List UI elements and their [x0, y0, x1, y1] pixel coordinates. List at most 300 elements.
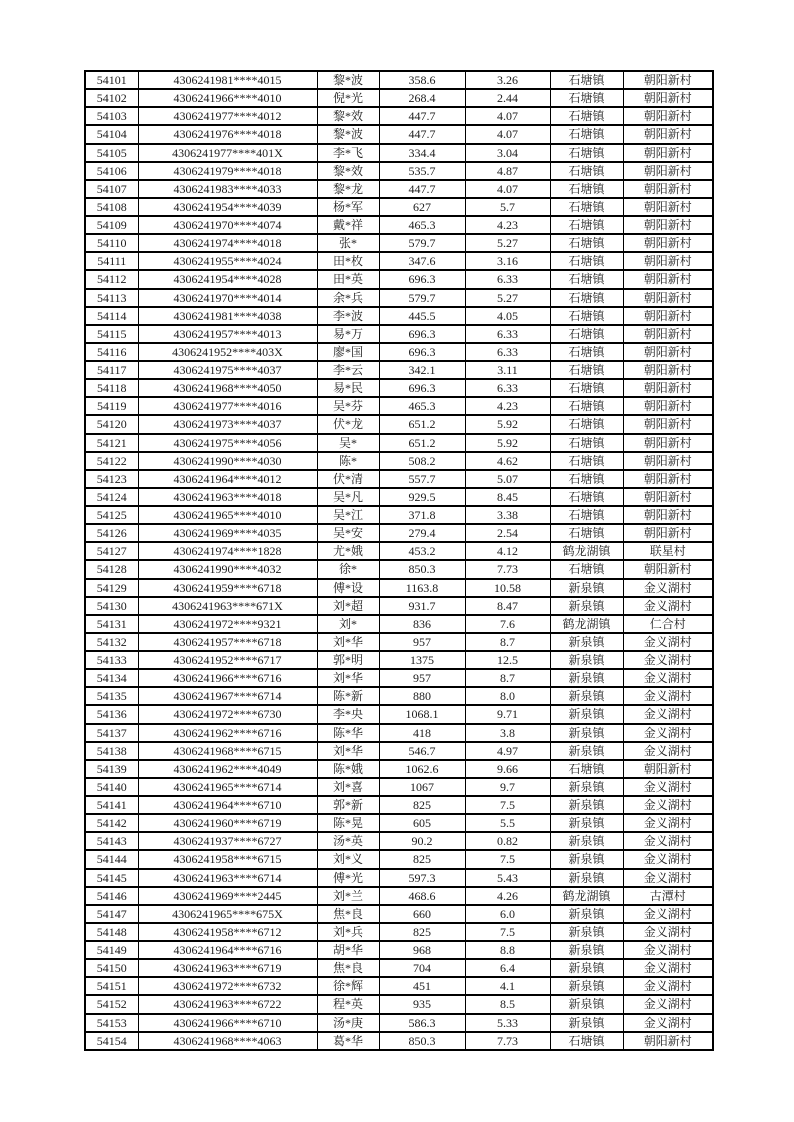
town-cell: 石塘镇: [550, 180, 623, 198]
amount-cell: 546.7: [379, 742, 465, 760]
id-number-cell: 4306241968****4063: [138, 1032, 317, 1050]
town-cell: 新泉镇: [550, 651, 623, 669]
village-cell: 朝阳新村: [623, 361, 713, 379]
area-cell: 3.26: [465, 71, 550, 89]
id-number-cell: 4306241966****6710: [138, 1014, 317, 1032]
name-cell: 汤*英: [317, 832, 379, 850]
name-cell: 刘*华: [317, 742, 379, 760]
area-cell: 5.27: [465, 234, 550, 252]
amount-cell: 342.1: [379, 361, 465, 379]
town-cell: 新泉镇: [550, 705, 623, 723]
village-cell: 朝阳新村: [623, 216, 713, 234]
area-cell: 8.8: [465, 941, 550, 959]
serial-cell: 54141: [85, 796, 138, 814]
town-cell: 石塘镇: [550, 325, 623, 343]
serial-cell: 54140: [85, 778, 138, 796]
name-cell: 廖*国: [317, 343, 379, 361]
table-row: [85, 778, 713, 796]
town-cell: 新泉镇: [550, 977, 623, 995]
id-number-cell: 4306241937****6727: [138, 832, 317, 850]
town-cell: 鹤龙湖镇: [550, 542, 623, 560]
town-cell: 石塘镇: [550, 379, 623, 397]
area-cell: 7.5: [465, 796, 550, 814]
name-cell: 傅*设: [317, 579, 379, 597]
area-cell: 6.33: [465, 270, 550, 288]
serial-cell: 54114: [85, 307, 138, 325]
name-cell: 黎*龙: [317, 180, 379, 198]
amount-cell: 334.4: [379, 144, 465, 162]
town-cell: 石塘镇: [550, 760, 623, 778]
table-row: [85, 1014, 713, 1032]
area-cell: 5.33: [465, 1014, 550, 1032]
name-cell: 刘*华: [317, 633, 379, 651]
id-number-cell: 4306241973****4037: [138, 415, 317, 433]
town-cell: 石塘镇: [550, 71, 623, 89]
serial-cell: 54125: [85, 506, 138, 524]
name-cell: 杨*军: [317, 198, 379, 216]
town-cell: 新泉镇: [550, 923, 623, 941]
table-row: [85, 144, 713, 162]
area-cell: 4.87: [465, 162, 550, 180]
town-cell: 石塘镇: [550, 125, 623, 143]
town-cell: 石塘镇: [550, 107, 623, 125]
table-row: [85, 832, 713, 850]
id-number-cell: 4306241964****6710: [138, 796, 317, 814]
table-row: [85, 542, 713, 560]
amount-cell: 651.2: [379, 415, 465, 433]
amount-cell: 1375: [379, 651, 465, 669]
area-cell: 4.05: [465, 307, 550, 325]
area-cell: 4.97: [465, 742, 550, 760]
village-cell: 金义湖村: [623, 869, 713, 887]
village-cell: 朝阳新村: [623, 434, 713, 452]
name-cell: 焦*良: [317, 905, 379, 923]
name-cell: 吴*江: [317, 506, 379, 524]
amount-cell: 957: [379, 633, 465, 651]
table-row: [85, 162, 713, 180]
id-number-cell: 4306241962****6716: [138, 724, 317, 742]
amount-cell: 850.3: [379, 1032, 465, 1050]
amount-cell: 660: [379, 905, 465, 923]
serial-cell: 54127: [85, 542, 138, 560]
table-row: [85, 923, 713, 941]
area-cell: 2.44: [465, 89, 550, 107]
town-cell: 新泉镇: [550, 1014, 623, 1032]
serial-cell: 54111: [85, 252, 138, 270]
amount-cell: 957: [379, 669, 465, 687]
village-cell: 金义湖村: [623, 923, 713, 941]
village-cell: 朝阳新村: [623, 144, 713, 162]
table-row: [85, 71, 713, 89]
amount-cell: 627: [379, 198, 465, 216]
amount-cell: 445.5: [379, 307, 465, 325]
village-cell: 朝阳新村: [623, 452, 713, 470]
village-cell: 金义湖村: [623, 687, 713, 705]
table-row: [85, 289, 713, 307]
serial-cell: 54106: [85, 162, 138, 180]
table-row: [85, 343, 713, 361]
amount-cell: 696.3: [379, 270, 465, 288]
table-row: [85, 560, 713, 578]
village-cell: 朝阳新村: [623, 180, 713, 198]
serial-cell: 54135: [85, 687, 138, 705]
record-table-body: [85, 71, 713, 1050]
amount-cell: 465.3: [379, 216, 465, 234]
table-row: [85, 180, 713, 198]
amount-cell: 447.7: [379, 180, 465, 198]
id-number-cell: 4306241979****4018: [138, 162, 317, 180]
town-cell: 新泉镇: [550, 778, 623, 796]
village-cell: 金义湖村: [623, 705, 713, 723]
table-row: [85, 1032, 713, 1050]
town-cell: 石塘镇: [550, 397, 623, 415]
area-cell: 5.92: [465, 434, 550, 452]
village-cell: 金义湖村: [623, 796, 713, 814]
town-cell: 石塘镇: [550, 560, 623, 578]
town-cell: 石塘镇: [550, 452, 623, 470]
serial-cell: 54103: [85, 107, 138, 125]
town-cell: 鹤龙湖镇: [550, 887, 623, 905]
amount-cell: 279.4: [379, 524, 465, 542]
area-cell: 9.66: [465, 760, 550, 778]
id-number-cell: 4306241963****671X: [138, 597, 317, 615]
serial-cell: 54153: [85, 1014, 138, 1032]
village-cell: 金义湖村: [623, 724, 713, 742]
village-cell: 朝阳新村: [623, 107, 713, 125]
name-cell: 徐*辉: [317, 977, 379, 995]
area-cell: 5.07: [465, 470, 550, 488]
area-cell: 5.92: [465, 415, 550, 433]
serial-cell: 54109: [85, 216, 138, 234]
amount-cell: 508.2: [379, 452, 465, 470]
name-cell: 刘*喜: [317, 778, 379, 796]
name-cell: 吴*凡: [317, 488, 379, 506]
serial-cell: 54146: [85, 887, 138, 905]
id-number-cell: 4306241981****4038: [138, 307, 317, 325]
serial-cell: 54152: [85, 995, 138, 1013]
table-row: [85, 905, 713, 923]
town-cell: 新泉镇: [550, 579, 623, 597]
serial-cell: 54150: [85, 959, 138, 977]
table-row: [85, 307, 713, 325]
id-number-cell: 4306241970****4074: [138, 216, 317, 234]
table-row: [85, 107, 713, 125]
id-number-cell: 4306241975****4037: [138, 361, 317, 379]
amount-cell: 447.7: [379, 107, 465, 125]
amount-cell: 579.7: [379, 289, 465, 307]
name-cell: 刘*义: [317, 850, 379, 868]
area-cell: 6.33: [465, 379, 550, 397]
name-cell: 陈*华: [317, 724, 379, 742]
village-cell: 朝阳新村: [623, 89, 713, 107]
name-cell: 易*万: [317, 325, 379, 343]
amount-cell: 929.5: [379, 488, 465, 506]
table-row: [85, 325, 713, 343]
table-row: [85, 977, 713, 995]
area-cell: 0.82: [465, 832, 550, 850]
table-row: [85, 869, 713, 887]
name-cell: 李*飞: [317, 144, 379, 162]
table-row: [85, 887, 713, 905]
table-row: [85, 434, 713, 452]
name-cell: 陈*新: [317, 687, 379, 705]
village-cell: 金义湖村: [623, 995, 713, 1013]
amount-cell: 597.3: [379, 869, 465, 887]
serial-cell: 54121: [85, 434, 138, 452]
table-row: [85, 198, 713, 216]
table-row: [85, 597, 713, 615]
amount-cell: 836: [379, 615, 465, 633]
village-cell: 朝阳新村: [623, 198, 713, 216]
amount-cell: 825: [379, 796, 465, 814]
amount-cell: 696.3: [379, 379, 465, 397]
name-cell: 陈*晃: [317, 814, 379, 832]
serial-cell: 54108: [85, 198, 138, 216]
village-cell: 朝阳新村: [623, 488, 713, 506]
name-cell: 葛*华: [317, 1032, 379, 1050]
name-cell: 伏*清: [317, 470, 379, 488]
amount-cell: 371.8: [379, 506, 465, 524]
amount-cell: 465.3: [379, 397, 465, 415]
area-cell: 9.7: [465, 778, 550, 796]
amount-cell: 1062.6: [379, 760, 465, 778]
serial-cell: 54134: [85, 669, 138, 687]
area-cell: 4.07: [465, 107, 550, 125]
village-cell: 朝阳新村: [623, 252, 713, 270]
name-cell: 刘*兵: [317, 923, 379, 941]
amount-cell: 704: [379, 959, 465, 977]
table-row: [85, 724, 713, 742]
amount-cell: 268.4: [379, 89, 465, 107]
id-number-cell: 4306241968****4050: [138, 379, 317, 397]
area-cell: 5.7: [465, 198, 550, 216]
town-cell: 新泉镇: [550, 832, 623, 850]
amount-cell: 825: [379, 923, 465, 941]
town-cell: 石塘镇: [550, 216, 623, 234]
serial-cell: 54130: [85, 597, 138, 615]
town-cell: 石塘镇: [550, 470, 623, 488]
table-row: [85, 89, 713, 107]
area-cell: 8.47: [465, 597, 550, 615]
name-cell: 刘*: [317, 615, 379, 633]
id-number-cell: 4306241976****4018: [138, 125, 317, 143]
name-cell: 徐*: [317, 560, 379, 578]
town-cell: 石塘镇: [550, 144, 623, 162]
area-cell: 7.73: [465, 1032, 550, 1050]
village-cell: 朝阳新村: [623, 289, 713, 307]
table-row: [85, 705, 713, 723]
table-row: [85, 633, 713, 651]
table-row: [85, 651, 713, 669]
table-row: [85, 270, 713, 288]
id-number-cell: 4306241974****1828: [138, 542, 317, 560]
town-cell: 新泉镇: [550, 796, 623, 814]
name-cell: 傅*光: [317, 869, 379, 887]
name-cell: 吴*: [317, 434, 379, 452]
town-cell: 新泉镇: [550, 633, 623, 651]
table-row: [85, 415, 713, 433]
name-cell: 李*云: [317, 361, 379, 379]
village-cell: 金义湖村: [623, 941, 713, 959]
id-number-cell: 4306241966****6716: [138, 669, 317, 687]
area-cell: 4.07: [465, 180, 550, 198]
name-cell: 程*英: [317, 995, 379, 1013]
id-number-cell: 4306241954****4039: [138, 198, 317, 216]
village-cell: 朝阳新村: [623, 1032, 713, 1050]
serial-cell: 54107: [85, 180, 138, 198]
area-cell: 4.62: [465, 452, 550, 470]
village-cell: 朝阳新村: [623, 162, 713, 180]
id-number-cell: 4306241957****4013: [138, 325, 317, 343]
table-row: [85, 506, 713, 524]
table-row: [85, 361, 713, 379]
village-cell: 朝阳新村: [623, 343, 713, 361]
id-number-cell: 4306241952****6717: [138, 651, 317, 669]
name-cell: 郭*新: [317, 796, 379, 814]
village-cell: 朝阳新村: [623, 270, 713, 288]
village-cell: 朝阳新村: [623, 560, 713, 578]
village-cell: 朝阳新村: [623, 506, 713, 524]
amount-cell: 696.3: [379, 325, 465, 343]
village-cell: 朝阳新村: [623, 470, 713, 488]
name-cell: 黎*波: [317, 71, 379, 89]
village-cell: 金义湖村: [623, 1014, 713, 1032]
amount-cell: 1068.1: [379, 705, 465, 723]
name-cell: 黎*效: [317, 162, 379, 180]
village-cell: 古潭村: [623, 887, 713, 905]
table-row: [85, 216, 713, 234]
id-number-cell: 4306241969****4035: [138, 524, 317, 542]
amount-cell: 90.2: [379, 832, 465, 850]
area-cell: 5.27: [465, 289, 550, 307]
table-row: [85, 125, 713, 143]
town-cell: 新泉镇: [550, 742, 623, 760]
area-cell: 3.8: [465, 724, 550, 742]
area-cell: 8.5: [465, 995, 550, 1013]
name-cell: 刘*兰: [317, 887, 379, 905]
amount-cell: 468.6: [379, 887, 465, 905]
id-number-cell: 4306241977****4016: [138, 397, 317, 415]
id-number-cell: 4306241965****6714: [138, 778, 317, 796]
id-number-cell: 4306241969****2445: [138, 887, 317, 905]
town-cell: 石塘镇: [550, 488, 623, 506]
area-cell: 5.5: [465, 814, 550, 832]
serial-cell: 54142: [85, 814, 138, 832]
area-cell: 6.4: [465, 959, 550, 977]
id-number-cell: 4306241970****4014: [138, 289, 317, 307]
town-cell: 石塘镇: [550, 506, 623, 524]
table-row: [85, 252, 713, 270]
table-row: [85, 524, 713, 542]
serial-cell: 54137: [85, 724, 138, 742]
area-cell: 3.16: [465, 252, 550, 270]
id-number-cell: 4306241965****675X: [138, 905, 317, 923]
town-cell: 新泉镇: [550, 959, 623, 977]
serial-cell: 54139: [85, 760, 138, 778]
id-number-cell: 4306241960****6719: [138, 814, 317, 832]
town-cell: 新泉镇: [550, 597, 623, 615]
area-cell: 4.26: [465, 887, 550, 905]
town-cell: 石塘镇: [550, 198, 623, 216]
name-cell: 伏*龙: [317, 415, 379, 433]
amount-cell: 696.3: [379, 343, 465, 361]
id-number-cell: 4306241963****6719: [138, 959, 317, 977]
village-cell: 朝阳新村: [623, 71, 713, 89]
serial-cell: 54116: [85, 343, 138, 361]
id-number-cell: 4306241972****9321: [138, 615, 317, 633]
serial-cell: 54128: [85, 560, 138, 578]
id-number-cell: 4306241983****4033: [138, 180, 317, 198]
name-cell: 田*英: [317, 270, 379, 288]
amount-cell: 935: [379, 995, 465, 1013]
village-cell: 金义湖村: [623, 959, 713, 977]
id-number-cell: 4306241958****6715: [138, 850, 317, 868]
name-cell: 胡*华: [317, 941, 379, 959]
town-cell: 鹤龙湖镇: [550, 615, 623, 633]
serial-cell: 54151: [85, 977, 138, 995]
table-row: [85, 850, 713, 868]
id-number-cell: 4306241968****6715: [138, 742, 317, 760]
id-number-cell: 4306241954****4028: [138, 270, 317, 288]
village-cell: 朝阳新村: [623, 325, 713, 343]
area-cell: 9.71: [465, 705, 550, 723]
town-cell: 石塘镇: [550, 1032, 623, 1050]
town-cell: 新泉镇: [550, 869, 623, 887]
area-cell: 4.1: [465, 977, 550, 995]
name-cell: 张*: [317, 234, 379, 252]
amount-cell: 1067: [379, 778, 465, 796]
village-cell: 朝阳新村: [623, 397, 713, 415]
name-cell: 李*波: [317, 307, 379, 325]
town-cell: 新泉镇: [550, 941, 623, 959]
village-cell: 金义湖村: [623, 905, 713, 923]
town-cell: 石塘镇: [550, 343, 623, 361]
town-cell: 石塘镇: [550, 524, 623, 542]
village-cell: 朝阳新村: [623, 415, 713, 433]
name-cell: 吴*芬: [317, 397, 379, 415]
area-cell: 7.6: [465, 615, 550, 633]
serial-cell: 54120: [85, 415, 138, 433]
table-row: [85, 995, 713, 1013]
village-cell: 金义湖村: [623, 742, 713, 760]
area-cell: 4.07: [465, 125, 550, 143]
area-cell: 3.11: [465, 361, 550, 379]
serial-cell: 54145: [85, 869, 138, 887]
village-cell: 朝阳新村: [623, 234, 713, 252]
village-cell: 金义湖村: [623, 597, 713, 615]
area-cell: 2.54: [465, 524, 550, 542]
area-cell: 8.7: [465, 633, 550, 651]
amount-cell: 453.2: [379, 542, 465, 560]
id-number-cell: 4306241972****6730: [138, 705, 317, 723]
id-number-cell: 4306241977****4012: [138, 107, 317, 125]
amount-cell: 579.7: [379, 234, 465, 252]
area-cell: 6.0: [465, 905, 550, 923]
town-cell: 新泉镇: [550, 814, 623, 832]
town-cell: 石塘镇: [550, 162, 623, 180]
id-number-cell: 4306241965****4010: [138, 506, 317, 524]
amount-cell: 557.7: [379, 470, 465, 488]
name-cell: 尤*娥: [317, 542, 379, 560]
area-cell: 8.0: [465, 687, 550, 705]
table-row: [85, 760, 713, 778]
serial-cell: 54119: [85, 397, 138, 415]
table-row: [85, 669, 713, 687]
amount-cell: 605: [379, 814, 465, 832]
village-cell: 金义湖村: [623, 778, 713, 796]
amount-cell: 931.7: [379, 597, 465, 615]
area-cell: 7.73: [465, 560, 550, 578]
